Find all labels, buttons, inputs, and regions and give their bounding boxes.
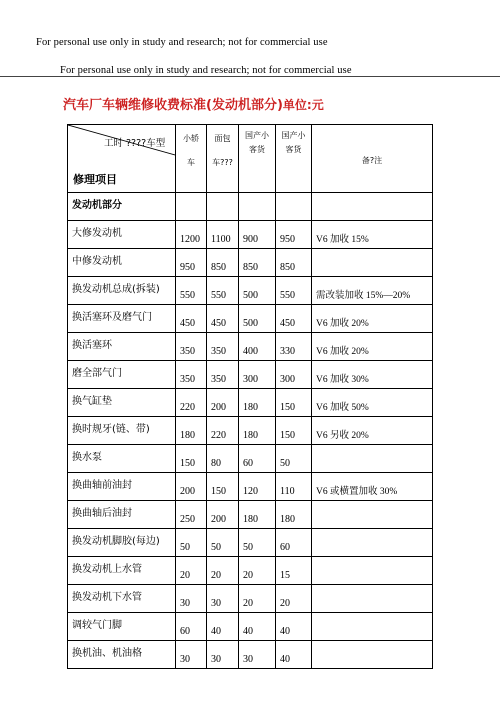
price-cell bbox=[276, 221, 312, 249]
price-cell bbox=[239, 529, 276, 557]
price-value: 900 bbox=[243, 234, 258, 245]
price-value: 20 bbox=[211, 570, 221, 581]
price-cell bbox=[276, 249, 312, 277]
repair-item-name: 换发动机下水管 bbox=[72, 592, 142, 603]
note-cell bbox=[312, 305, 433, 333]
price-value: 220 bbox=[180, 402, 195, 413]
note-cell bbox=[312, 445, 433, 473]
price-value: 150 bbox=[211, 486, 226, 497]
note-cell bbox=[312, 473, 433, 501]
price-value: 30 bbox=[243, 654, 253, 665]
price-value: 110 bbox=[280, 486, 295, 497]
repair-item-label: 修理项目 bbox=[73, 173, 117, 186]
price-value: 550 bbox=[180, 290, 195, 301]
price-value: 60 bbox=[280, 542, 290, 553]
price-value: 180 bbox=[243, 514, 258, 525]
price-cell bbox=[207, 641, 239, 669]
note-cell bbox=[312, 193, 433, 221]
price-cell bbox=[176, 585, 207, 613]
price-value: 50 bbox=[280, 458, 290, 469]
table-row bbox=[68, 305, 433, 333]
note-cell bbox=[312, 277, 433, 305]
repair-item-cell bbox=[68, 193, 176, 221]
table-row bbox=[68, 361, 433, 389]
price-value: 20 bbox=[243, 598, 253, 609]
price-cell bbox=[276, 613, 312, 641]
repair-item-cell bbox=[68, 333, 176, 361]
worktime-label: 工时 ????车型 bbox=[104, 138, 166, 149]
watermark-line-2: For personal use only in study and research; not for commercial use bbox=[60, 65, 352, 76]
repair-item-cell bbox=[68, 557, 176, 585]
price-cell bbox=[239, 249, 276, 277]
price-value: 950 bbox=[280, 234, 295, 245]
price-cell bbox=[239, 333, 276, 361]
repair-item-cell bbox=[68, 529, 176, 557]
price-cell bbox=[239, 641, 276, 669]
price-value: 150 bbox=[280, 402, 295, 413]
price-value: 500 bbox=[243, 290, 258, 301]
price-value: 60 bbox=[243, 458, 253, 469]
price-cell bbox=[239, 305, 276, 333]
price-cell bbox=[176, 361, 207, 389]
price-cell bbox=[176, 641, 207, 669]
price-cell bbox=[239, 277, 276, 305]
repair-item-name: 换曲轴前油封 bbox=[72, 480, 132, 491]
price-value: 40 bbox=[280, 626, 290, 637]
note-cell bbox=[312, 529, 433, 557]
price-cell bbox=[176, 221, 207, 249]
fee-table bbox=[67, 124, 433, 669]
price-cell bbox=[207, 445, 239, 473]
price-cell bbox=[176, 557, 207, 585]
note-text: V6 或横置加收 30% bbox=[316, 487, 398, 497]
price-value: 30 bbox=[211, 654, 221, 665]
repair-item-name: 换气缸垫 bbox=[72, 396, 112, 407]
repair-item-cell bbox=[68, 361, 176, 389]
price-value: 350 bbox=[180, 346, 195, 357]
note-text: V6 加收 20% bbox=[316, 347, 369, 357]
col-header-domestic-1: 国产小 客货 bbox=[239, 125, 276, 193]
price-value: 550 bbox=[280, 290, 295, 301]
repair-item-cell bbox=[68, 473, 176, 501]
repair-item-name: 换发动机总成(拆装) bbox=[72, 284, 160, 295]
table-row bbox=[68, 389, 433, 417]
price-value: 200 bbox=[211, 402, 226, 413]
note-cell bbox=[312, 361, 433, 389]
repair-item-name: 换时规牙(链、带) bbox=[72, 424, 150, 435]
table-row bbox=[68, 585, 433, 613]
price-value: 850 bbox=[243, 262, 258, 273]
note-cell bbox=[312, 333, 433, 361]
price-value: 30 bbox=[180, 598, 190, 609]
price-cell bbox=[276, 389, 312, 417]
price-value: 40 bbox=[280, 654, 290, 665]
note-cell bbox=[312, 221, 433, 249]
price-cell bbox=[239, 557, 276, 585]
watermark-line-1: For personal use only in study and research; not for commercial use bbox=[36, 37, 328, 48]
price-cell bbox=[276, 417, 312, 445]
price-cell bbox=[276, 193, 312, 221]
price-cell bbox=[276, 641, 312, 669]
table-row bbox=[68, 641, 433, 669]
price-value: 330 bbox=[280, 346, 295, 357]
price-cell bbox=[239, 389, 276, 417]
note-cell bbox=[312, 249, 433, 277]
note-cell bbox=[312, 641, 433, 669]
repair-item-cell bbox=[68, 585, 176, 613]
price-cell bbox=[207, 585, 239, 613]
price-cell bbox=[276, 333, 312, 361]
price-cell bbox=[176, 305, 207, 333]
price-value: 40 bbox=[211, 626, 221, 637]
price-value: 350 bbox=[211, 346, 226, 357]
repair-item-cell bbox=[68, 641, 176, 669]
price-cell bbox=[176, 473, 207, 501]
price-cell bbox=[207, 501, 239, 529]
price-value: 1100 bbox=[211, 234, 231, 245]
note-cell bbox=[312, 417, 433, 445]
price-value: 1200 bbox=[180, 234, 200, 245]
price-value: 80 bbox=[211, 458, 221, 469]
price-cell bbox=[239, 613, 276, 641]
note-cell bbox=[312, 613, 433, 641]
table-row bbox=[68, 445, 433, 473]
repair-item-name: 换曲轴后油封 bbox=[72, 508, 132, 519]
note-cell bbox=[312, 585, 433, 613]
price-cell bbox=[176, 445, 207, 473]
price-value: 300 bbox=[243, 374, 258, 385]
price-cell bbox=[176, 249, 207, 277]
price-value: 180 bbox=[243, 402, 258, 413]
price-cell bbox=[276, 277, 312, 305]
price-value: 120 bbox=[243, 486, 258, 497]
title-main: 汽车厂车辆维修收费标准(发动机部分) bbox=[63, 98, 283, 113]
repair-item-name: 发动机部分 bbox=[72, 200, 122, 211]
price-cell bbox=[207, 277, 239, 305]
price-cell bbox=[207, 473, 239, 501]
table-row bbox=[68, 501, 433, 529]
price-cell bbox=[176, 333, 207, 361]
repair-item-name: 换活塞环 bbox=[72, 340, 112, 351]
price-cell bbox=[276, 585, 312, 613]
price-value: 15 bbox=[280, 570, 290, 581]
price-cell bbox=[176, 501, 207, 529]
note-text: V6 加收 20% bbox=[316, 319, 369, 329]
col-header-sedan: 小轿 车 bbox=[176, 125, 207, 193]
price-cell bbox=[239, 221, 276, 249]
repair-item-name: 换水泵 bbox=[72, 452, 102, 463]
price-cell bbox=[239, 585, 276, 613]
price-cell bbox=[176, 193, 207, 221]
table-row bbox=[68, 193, 433, 221]
note-text: V6 加收 30% bbox=[316, 375, 369, 385]
price-value: 300 bbox=[280, 374, 295, 385]
price-value: 350 bbox=[180, 374, 195, 385]
table-row bbox=[68, 613, 433, 641]
note-text: 需改装加收 15%—20% bbox=[316, 291, 411, 301]
price-value: 180 bbox=[280, 514, 295, 525]
repair-item-name: 换机油、机油格 bbox=[72, 648, 142, 659]
table-header-row bbox=[68, 125, 433, 193]
price-cell bbox=[207, 221, 239, 249]
price-value: 550 bbox=[211, 290, 226, 301]
repair-item-name: 换发动机上水管 bbox=[72, 564, 142, 575]
price-cell bbox=[276, 557, 312, 585]
table-row bbox=[68, 473, 433, 501]
table-row bbox=[68, 277, 433, 305]
note-cell bbox=[312, 501, 433, 529]
price-cell bbox=[239, 417, 276, 445]
col-header-domestic-2: 国产小 客货 bbox=[276, 125, 312, 193]
price-value: 30 bbox=[180, 654, 190, 665]
price-cell bbox=[207, 305, 239, 333]
price-cell bbox=[207, 557, 239, 585]
repair-item-cell bbox=[68, 417, 176, 445]
price-cell bbox=[207, 389, 239, 417]
repair-item-name: 中修发动机 bbox=[72, 256, 122, 267]
price-cell bbox=[176, 529, 207, 557]
table-row bbox=[68, 333, 433, 361]
note-text: V6 加收 50% bbox=[316, 403, 369, 413]
repair-item-cell bbox=[68, 305, 176, 333]
price-value: 50 bbox=[211, 542, 221, 553]
price-cell bbox=[176, 613, 207, 641]
col-header-notes: 备?注 bbox=[312, 125, 433, 193]
price-cell bbox=[239, 193, 276, 221]
price-cell bbox=[207, 529, 239, 557]
price-cell bbox=[239, 501, 276, 529]
table-row bbox=[68, 221, 433, 249]
table-row bbox=[68, 249, 433, 277]
repair-item-cell bbox=[68, 445, 176, 473]
note-cell bbox=[312, 557, 433, 585]
price-value: 60 bbox=[180, 626, 190, 637]
price-value: 450 bbox=[280, 318, 295, 329]
repair-item-cell bbox=[68, 277, 176, 305]
table-row bbox=[68, 529, 433, 557]
price-cell bbox=[176, 417, 207, 445]
price-cell bbox=[276, 361, 312, 389]
price-cell bbox=[176, 277, 207, 305]
diagonal-header-cell bbox=[68, 125, 176, 193]
repair-item-cell bbox=[68, 249, 176, 277]
repair-item-name: 大修发动机 bbox=[72, 228, 122, 239]
price-cell bbox=[207, 249, 239, 277]
price-value: 30 bbox=[211, 598, 221, 609]
title-unit: 单位:元 bbox=[282, 98, 324, 112]
price-value: 180 bbox=[180, 430, 195, 441]
price-cell bbox=[207, 613, 239, 641]
price-value: 500 bbox=[243, 318, 258, 329]
repair-item-name: 调较气门脚 bbox=[72, 620, 122, 631]
note-text: V6 加收 15% bbox=[316, 235, 369, 245]
price-value: 50 bbox=[243, 542, 253, 553]
price-cell bbox=[207, 361, 239, 389]
document-title bbox=[63, 94, 324, 113]
repair-item-name: 换活塞环及磨气门 bbox=[72, 312, 152, 323]
price-cell bbox=[176, 389, 207, 417]
repair-item-name: 换发动机脚胶(每边) bbox=[72, 536, 160, 547]
price-value: 850 bbox=[280, 262, 295, 273]
price-value: 450 bbox=[180, 318, 195, 329]
table-row bbox=[68, 417, 433, 445]
repair-item-cell bbox=[68, 221, 176, 249]
col-header-van: 面包 车??? bbox=[207, 125, 239, 193]
price-cell bbox=[239, 361, 276, 389]
price-cell bbox=[276, 529, 312, 557]
note-text: V6 另收 20% bbox=[316, 431, 369, 441]
price-cell bbox=[239, 473, 276, 501]
price-value: 850 bbox=[211, 262, 226, 273]
repair-item-cell bbox=[68, 501, 176, 529]
table-row bbox=[68, 557, 433, 585]
note-cell bbox=[312, 389, 433, 417]
price-value: 250 bbox=[180, 514, 195, 525]
price-cell bbox=[276, 501, 312, 529]
price-value: 20 bbox=[243, 570, 253, 581]
price-value: 220 bbox=[211, 430, 226, 441]
price-cell bbox=[207, 333, 239, 361]
repair-item-cell bbox=[68, 389, 176, 417]
price-value: 350 bbox=[211, 374, 226, 385]
price-value: 150 bbox=[280, 430, 295, 441]
price-value: 20 bbox=[180, 570, 190, 581]
price-value: 20 bbox=[280, 598, 290, 609]
repair-item-cell bbox=[68, 613, 176, 641]
price-value: 400 bbox=[243, 346, 258, 357]
price-cell bbox=[239, 445, 276, 473]
price-value: 180 bbox=[243, 430, 258, 441]
repair-item-name: 磨全部气门 bbox=[72, 368, 122, 379]
price-value: 40 bbox=[243, 626, 253, 637]
price-cell bbox=[276, 473, 312, 501]
price-value: 200 bbox=[211, 514, 226, 525]
price-value: 450 bbox=[211, 318, 226, 329]
price-value: 50 bbox=[180, 542, 190, 553]
price-cell bbox=[276, 305, 312, 333]
price-cell bbox=[276, 445, 312, 473]
price-cell bbox=[207, 417, 239, 445]
price-cell bbox=[207, 193, 239, 221]
price-value: 950 bbox=[180, 262, 195, 273]
price-value: 150 bbox=[180, 458, 195, 469]
header-rule bbox=[0, 76, 500, 77]
price-value: 200 bbox=[180, 486, 195, 497]
